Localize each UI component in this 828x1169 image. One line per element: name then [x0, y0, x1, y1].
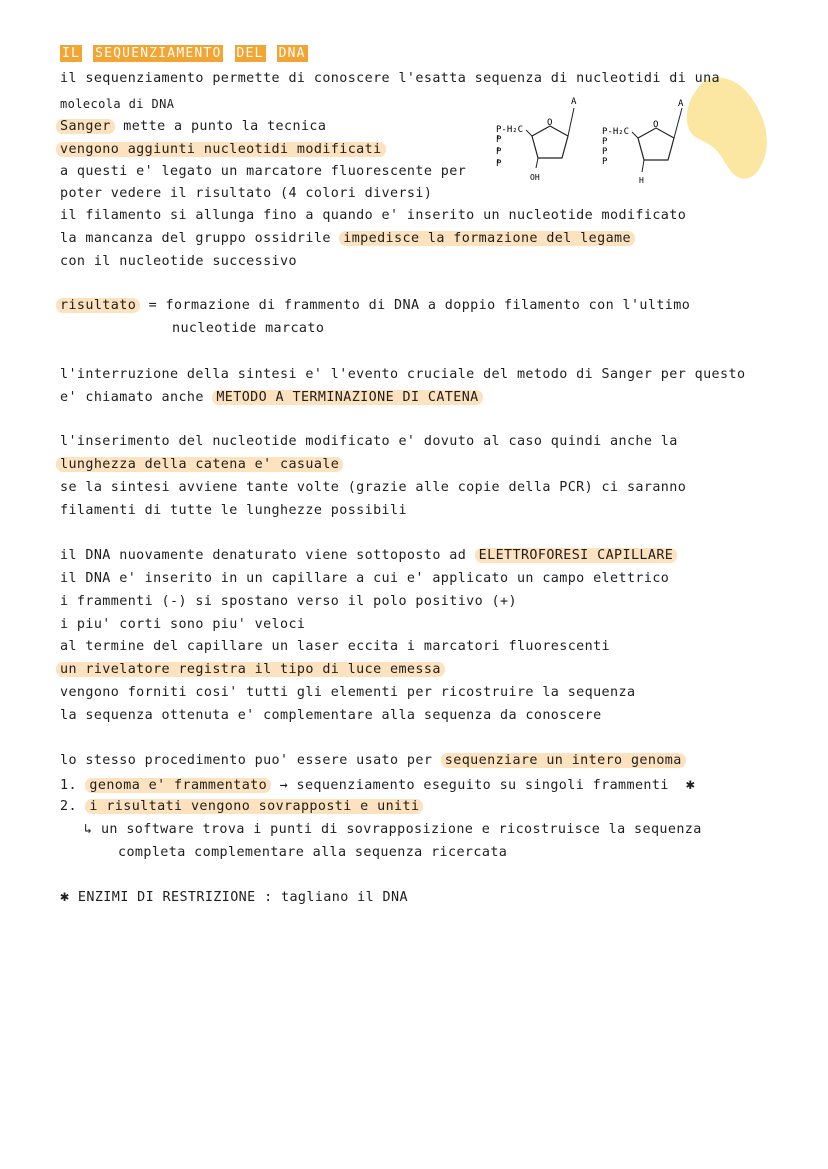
highlight: un rivelatore registra il tipo di luce emessa [56, 662, 445, 677]
text-line: l'inserimento del nucleotide modificato e' dovuto al caso quindi anche la [60, 434, 678, 449]
phosphate-group: P-H₂C [496, 125, 524, 135]
title-word: DEL [236, 46, 264, 61]
nucleotide-diagram [470, 70, 770, 195]
text-line [56, 141, 386, 159]
text-line: e' chiamato anche METODO A TERMINAZIONE DI CATENA [60, 389, 483, 407]
text-line: la mancanza del gruppo ossidrile impedisce la formazione del legame [60, 230, 635, 248]
ring-oxygen: O [547, 118, 553, 128]
text-line: il filamento si allunga fino a quando e' inserito un nucleotide modificato [60, 208, 687, 223]
text-line: 1. genoma e' frammentato → sequenziamento eseguito su singoli frammenti ✱ [60, 775, 696, 793]
hydrogen-label: H [639, 176, 644, 185]
text-line: risultato = formazione di frammento di DNA a doppio filamento con l'ultimo [56, 297, 690, 315]
page-title [60, 44, 308, 63]
hook-arrow-icon: ↳ [84, 822, 93, 837]
text-line: ↳ un software trova i punti di sovrapposizione e ricostruisce la sequenza [84, 822, 702, 837]
asterisk-icon: ✱ [685, 775, 696, 793]
text-line: al termine del capillare un laser eccita i marcatori fluorescenti [60, 639, 611, 654]
nucleotide-oh [496, 97, 577, 182]
phosphate-group: P-H₂C [602, 127, 630, 137]
list-number: 1. [60, 778, 77, 793]
phosphate-chain: P P P [602, 137, 608, 167]
text-line: a questi e' legato un marcatore fluorescente per [60, 164, 467, 179]
ring-oxygen: O [653, 120, 659, 130]
hydroxyl-label: OH [530, 173, 540, 182]
text-line: filamenti di tutte le lunghezze possibili [60, 503, 407, 518]
text-line: il DNA e' inserito in un capillare a cui e' applicato un campo elettrico [60, 571, 670, 586]
text-line: l'interruzione della sintesi e' l'evento cruciale del metodo di Sanger per questo [60, 367, 746, 382]
highlight: ELETTROFORESI CAPILLARE [475, 548, 678, 563]
highlight: Sanger [56, 119, 115, 134]
highlight: lunghezza della catena e' casuale [56, 457, 343, 472]
highlight: risultato [56, 298, 140, 313]
highlight: genoma e' frammentato [85, 778, 271, 793]
title-word: DNA [278, 46, 306, 61]
text-line: il sequenziamento permette di conoscere l'esatta sequenza di nucleotidi di una [60, 71, 721, 86]
phosphate-chain: P P P [496, 135, 502, 169]
highlight: impedisce la formazione del legame [339, 231, 635, 246]
title-word: SEQUENZIAMENTO [95, 46, 222, 61]
text-line: lo stesso procedimento puo' essere usato per sequenziare un intero genoma [60, 752, 686, 770]
text-line: completa complementare alla sequenza ricercata [118, 845, 508, 860]
footnote: ✱ ENZIMI DI RESTRIZIONE : tagliano il DNA [60, 887, 408, 905]
highlight: i risultati vengono sovrapposti e uniti [85, 799, 423, 814]
text-line: il DNA nuovamente denaturato viene sottoposto ad ELETTROFORESI CAPILLARE [60, 547, 677, 565]
title-word: IL [62, 46, 81, 61]
base-label: A [678, 99, 684, 109]
highlight: METODO A TERMINAZIONE DI CATENA [212, 390, 482, 405]
text-line [56, 661, 445, 679]
text-line: la sequenza ottenuta e' complementare alla sequenza da conoscere [60, 708, 602, 723]
text-line: vengono forniti cosi' tutti gli elementi per ricostruire la sequenza [60, 685, 636, 700]
text-line [60, 798, 423, 816]
highlight-blob [687, 78, 767, 179]
base-label: A [571, 97, 577, 107]
text-line: nucleotide marcato [172, 321, 325, 336]
text-line: molecola di DNA [60, 97, 175, 111]
text-line: con il nucleotide successivo [60, 254, 297, 269]
list-number: 2. [60, 799, 77, 814]
text-line: i piu' corti sono piu' veloci [60, 617, 306, 632]
highlight: sequenziare un intero genoma [441, 753, 686, 768]
text-line [56, 456, 343, 474]
nucleotide-h [602, 99, 684, 185]
text-line: Sanger mette a punto la tecnica [56, 118, 326, 136]
text-line: se la sintesi avviene tante volte (grazie alle copie della PCR) ci saranno [60, 480, 687, 495]
text-line: poter vedere il risultato (4 colori diversi) [60, 186, 433, 201]
highlight: vengono aggiunti nucleotidi modificati [56, 142, 386, 157]
asterisk-icon: ✱ [60, 887, 70, 905]
text-line: i frammenti (-) si spostano verso il polo positivo (+) [60, 594, 517, 609]
